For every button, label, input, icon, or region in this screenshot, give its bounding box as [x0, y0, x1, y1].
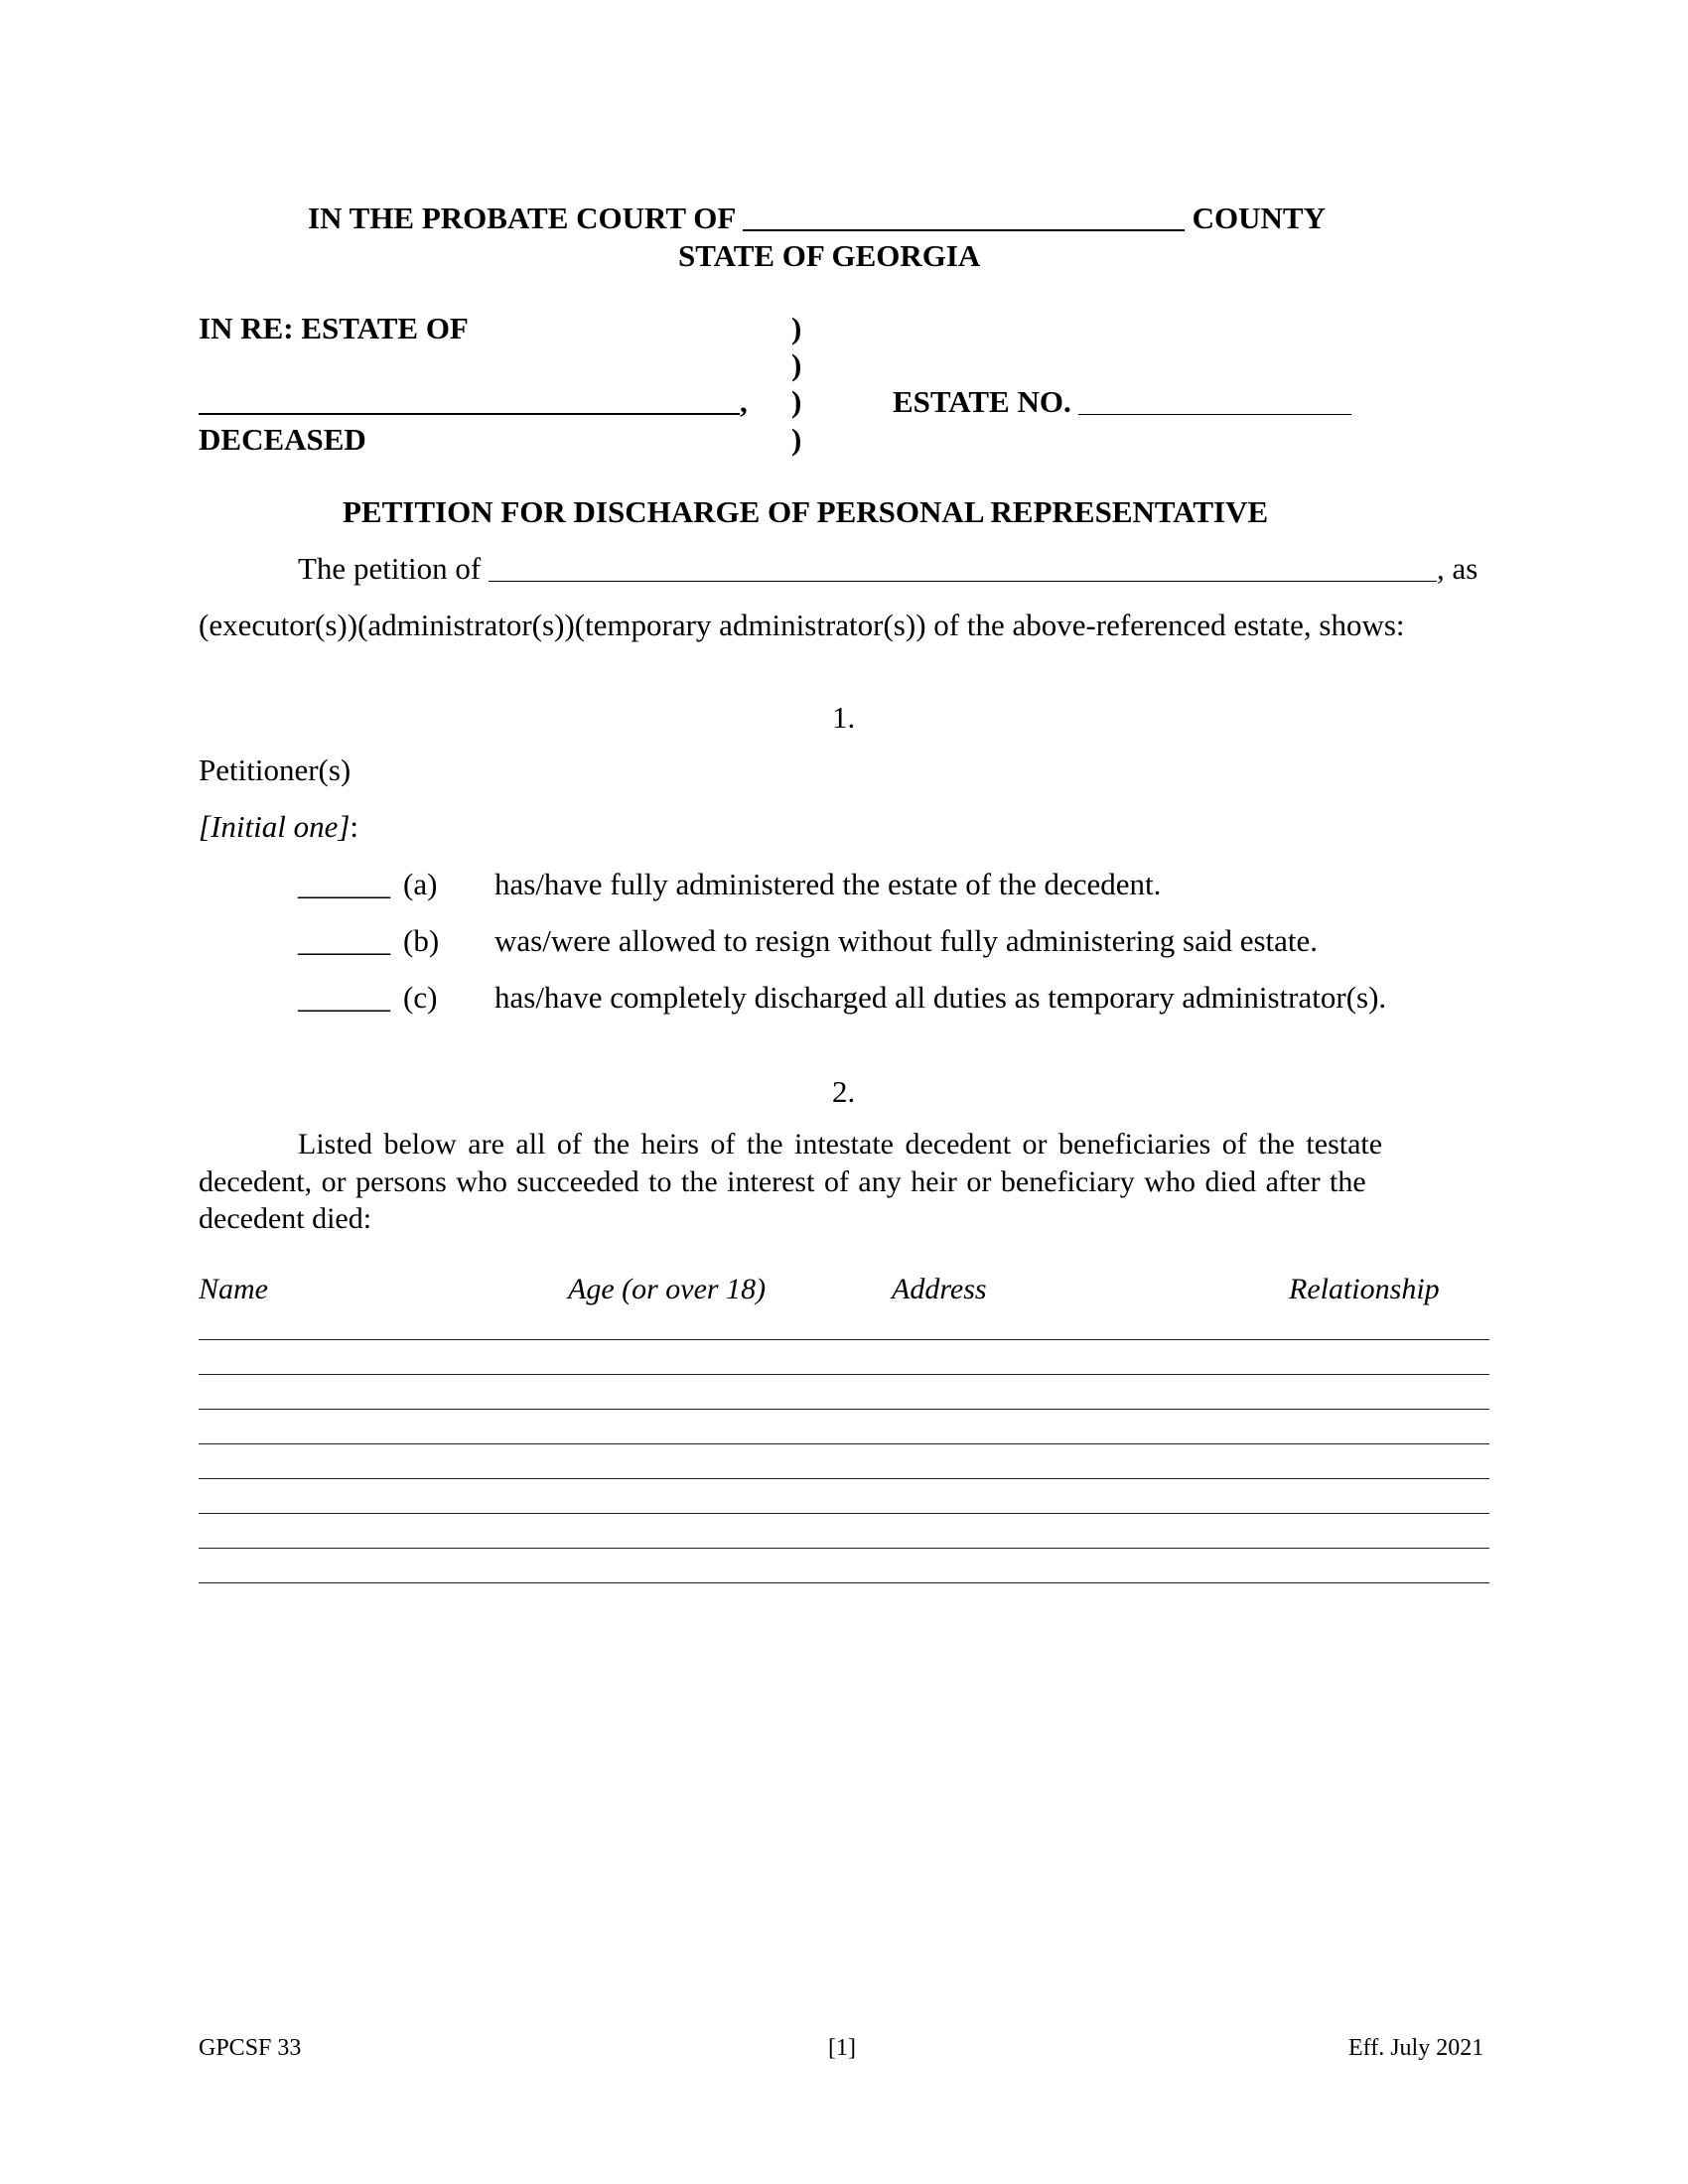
petitioners-label: Petitioner(s) [199, 752, 352, 787]
caption-paren-2: ) [791, 347, 802, 382]
option-c-text: has/have completely discharged all duties as temporary administrator(s). [494, 980, 1387, 1015]
in-re-label: IN RE: ESTATE OF [199, 311, 469, 345]
option-c-blank[interactable]: ______ [298, 980, 390, 1015]
caption-paren-1: ) [791, 311, 802, 345]
state-heading: STATE OF GEORGIA [678, 238, 981, 273]
as-label: , as [1436, 551, 1478, 586]
heir-entry-line[interactable] [199, 1548, 1489, 1549]
option-b-text: was/were allowed to resign without fully administering said estate. [494, 923, 1319, 958]
decedent-name-blank[interactable] [199, 385, 740, 415]
heir-entry-line[interactable] [199, 1443, 1489, 1444]
section-1-number: 1. [832, 700, 856, 735]
option-b-blank[interactable]: ______ [298, 923, 390, 958]
heirs-paragraph-line-3: decedent died: [199, 1202, 372, 1235]
initial-one-instruction [199, 809, 358, 845]
caption-paren-4: ) [791, 422, 802, 457]
footer-page-number: [1] [828, 2035, 856, 2061]
option-a-letter: (a) [403, 867, 438, 901]
option-a-text: has/have fully administered the estate of the decedent. [494, 867, 1162, 901]
deceased-label: DECEASED [199, 422, 366, 457]
decedent-name-line [199, 384, 748, 420]
petition-of-label: The petition of [298, 551, 482, 586]
initial-one-label: [Initial one] [199, 809, 351, 844]
heir-entry-line[interactable] [199, 1513, 1489, 1514]
section-2-number: 2. [832, 1074, 856, 1109]
court-heading [308, 201, 1326, 236]
heirs-paragraph-line-1: Listed below are all of the heirs of the intestate decedent or beneficiaries of the testate [298, 1128, 1383, 1160]
heir-entry-line[interactable] [199, 1478, 1489, 1479]
estate-number-row [893, 384, 1351, 420]
heir-entry-line[interactable] [199, 1582, 1489, 1583]
estate-no-label: ESTATE NO. [893, 384, 1071, 419]
petition-of-line [298, 551, 1477, 587]
court-prefix: IN THE PROBATE COURT OF [308, 201, 736, 235]
court-suffix: COUNTY [1192, 201, 1326, 235]
column-header-address: Address [892, 1273, 987, 1305]
footer-form-id: GPCSF 33 [199, 2035, 302, 2061]
heirs-paragraph-line-2: decedent, or persons who succeeded to the interest of any heir or beneficiary who died after the [199, 1165, 1366, 1198]
heir-entry-line[interactable] [199, 1374, 1489, 1375]
caption-paren-3: ) [791, 384, 802, 419]
footer-effective-date: Eff. July 2021 [1348, 2035, 1484, 2061]
column-header-age: Age (or over 18) [568, 1273, 767, 1305]
caption-comma: , [740, 384, 748, 419]
column-header-name: Name [199, 1273, 268, 1305]
option-a-blank[interactable]: ______ [298, 867, 390, 901]
option-b-letter: (b) [403, 923, 440, 958]
county-blank[interactable] [743, 202, 1185, 231]
petitioner-name-blank[interactable] [489, 553, 1437, 582]
column-header-relationship: Relationship [1289, 1273, 1440, 1305]
role-line: (executor(s))(administrator(s))(temporary administrator(s)) of the above-referenced estate, shows: [199, 608, 1405, 642]
heir-entry-line[interactable] [199, 1409, 1489, 1410]
option-c-letter: (c) [403, 980, 438, 1015]
petition-title: PETITION FOR DISCHARGE OF PERSONAL REPRESENTATIVE [343, 494, 1269, 529]
initial-one-colon: : [350, 809, 359, 844]
heir-entry-line[interactable] [199, 1339, 1489, 1340]
estate-number-blank[interactable] [1078, 386, 1351, 415]
